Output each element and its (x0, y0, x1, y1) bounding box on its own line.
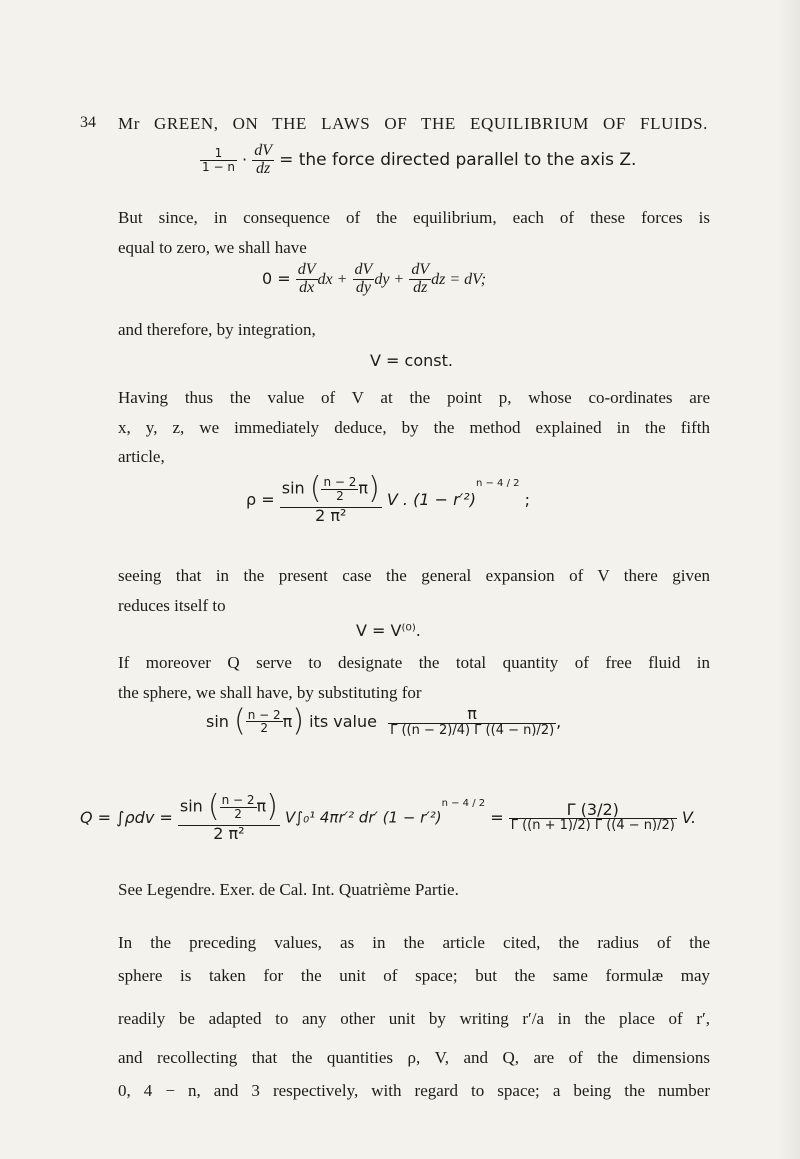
eq7-lhs: Q = ∫ρdv = (80, 807, 173, 827)
text-line: the sphere, we shall have, by substituting for (118, 682, 422, 702)
text-line: In the preceding values, as in the article cited, the radius of the (118, 933, 710, 952)
eq7-sin: sin (179, 796, 203, 816)
eq6-numerator: π (388, 706, 556, 724)
eq4-pi: π (358, 478, 369, 498)
equation-rho: ρ = sin ( $\frac{n - 2}{2}$ π) 2 π² V . $(1 - r'^2)^{n - 4 / 2}$ ; (246, 471, 530, 525)
text-line: and recollecting that the quantities ρ, V, and Q, are of the dimensions (118, 1048, 710, 1067)
eq6-sin: sin (206, 712, 229, 732)
text-line: sphere is taken for the unit of space; but the same formulæ may (118, 966, 710, 985)
eq7-rhs-numerator: Γ (3/2) (509, 802, 677, 820)
eq6-arg-num: n − 2 (247, 707, 281, 722)
equation-force-z: $\frac{1}{1 - n}$ · $\frac{dV}{dz}$ = the force directed parallel to the axis Z. (202, 142, 637, 177)
equation-v-const: V = const. (370, 351, 453, 370)
eq7-exponent: n − 4 / 2 (441, 797, 486, 809)
eq7-arg-num: n − 2 (221, 792, 255, 807)
text-line: But since, in consequence of the equilibrium, each of these forces is (118, 208, 710, 227)
text-line: x, y, z, we immediately deduce, by the method explained in the fifth (118, 417, 710, 437)
eq4-exponent: n − 4 / 2 (475, 477, 520, 489)
text-line: Having thus the value of V at the point p, whose co-ordinates are (118, 388, 710, 407)
eq4-tail: V . (1 − r′²) (386, 489, 476, 509)
page-edge-shadow (778, 0, 800, 1159)
legendre-reference: See Legendre. Exer. de Cal. Int. Quatrième Partie. (118, 880, 459, 899)
eq7-denominator: 2 π² (213, 824, 245, 843)
paragraph-quantity-q (118, 648, 710, 707)
eq2-term3-tail: dz = dV; (431, 270, 487, 288)
equation-v-zero: V = V⁽⁰⁾. (356, 621, 421, 640)
paragraph-integration: and therefore, by integration, (118, 320, 316, 339)
eq2-term3-den: dz (413, 278, 428, 296)
eq2-term2-den: dy (355, 278, 371, 296)
eq6-text: its value (309, 712, 377, 732)
eq6-end: , (556, 712, 562, 732)
text-line: 0, 4 − n, and 3 respectively, with regard to space; a being the number (118, 1081, 710, 1100)
paragraph-equilibrium (118, 203, 710, 262)
text-line: equal to zero, we shall have (118, 237, 307, 257)
eq1-dv-numerator: dV (254, 142, 272, 159)
eq4-end: ; (524, 489, 530, 509)
equation-q-integral: Q = ∫ρdv = sin ( $\frac{n - 2}{2}$ π) 2 π² V∫₀¹ 4πr′² dr′ $(1 - r'^2)^{n - 4 / 2}$ = $\frac{\Gamma (3/2)}{\Gamma ((n + 1)/2) \Gamma ((4 - n)/2)}$ V. (80, 789, 697, 843)
eq7-equals: = (490, 807, 504, 827)
eq4-sin: sin (281, 478, 305, 498)
equation-sin-substitution: sin ( $\frac{n - 2}{2}$ π) its value $\frac{\pi}{\Gamma ((n - 2)/4) \Gamma ((4 - n)/2)}$ , (206, 703, 562, 739)
eq1-lhs-denominator: 1 − n (202, 159, 235, 174)
eq7-end: V. (681, 807, 697, 827)
eq7-pi: π (256, 796, 267, 816)
eq1-lhs-numerator: 1 (200, 147, 237, 161)
eq6-arg-den: 2 (260, 721, 269, 736)
eq4-rho: ρ = (246, 489, 275, 509)
text-line: readily be adapted to any other unit by writing r′/a in the place of r′, (118, 1009, 710, 1028)
eq2-term2-num: dV (354, 261, 373, 278)
eq2-term1-tail: dx + (317, 270, 348, 288)
eq1-text: = the force directed parallel to the axis Z. (279, 149, 637, 170)
eq2-term1-num: dV (297, 261, 316, 278)
page-number: 34 (80, 114, 96, 131)
eq1-dv-denominator: dz (255, 159, 271, 177)
eq4-arg-den: 2 (336, 488, 344, 503)
eq2-term1-den: dx (299, 278, 315, 296)
text-line: If moreover Q serve to designate the total quantity of free fluid in (118, 653, 710, 672)
eq6-denominator: Γ ((n − 2)/4) Γ ((4 − n)/2) (390, 722, 555, 738)
paragraph-unit-of-space (118, 925, 710, 1106)
eq7-integral: V∫₀¹ 4πr′² dr′ (1 − r′²) (285, 808, 442, 827)
eq2-term3-num: dV (411, 261, 430, 278)
text-line: reduces itself to (118, 595, 226, 615)
eq2-lhs: 0 = (262, 268, 291, 288)
equation-total-differential (262, 262, 486, 297)
paragraph-expansion (118, 561, 710, 620)
eq2-term2-tail: dy + (374, 270, 405, 288)
eq4-arg-num: n − 2 (323, 474, 357, 489)
paragraph-value-of-v (118, 383, 710, 472)
eq7-arg-den: 2 (234, 806, 242, 821)
eq7-rhs-denominator: Γ ((n + 1)/2) Γ ((4 − n)/2) (510, 818, 675, 834)
text-line: article, (118, 447, 165, 466)
text-line: seeing that in the present case the general expansion of V there given (118, 566, 710, 585)
running-title: Mr GREEN, ON THE LAWS OF THE EQUILIBRIUM OF FLUIDS. (118, 114, 708, 133)
eq6-pi: π (282, 712, 293, 732)
eq4-denominator: 2 π² (315, 506, 347, 525)
